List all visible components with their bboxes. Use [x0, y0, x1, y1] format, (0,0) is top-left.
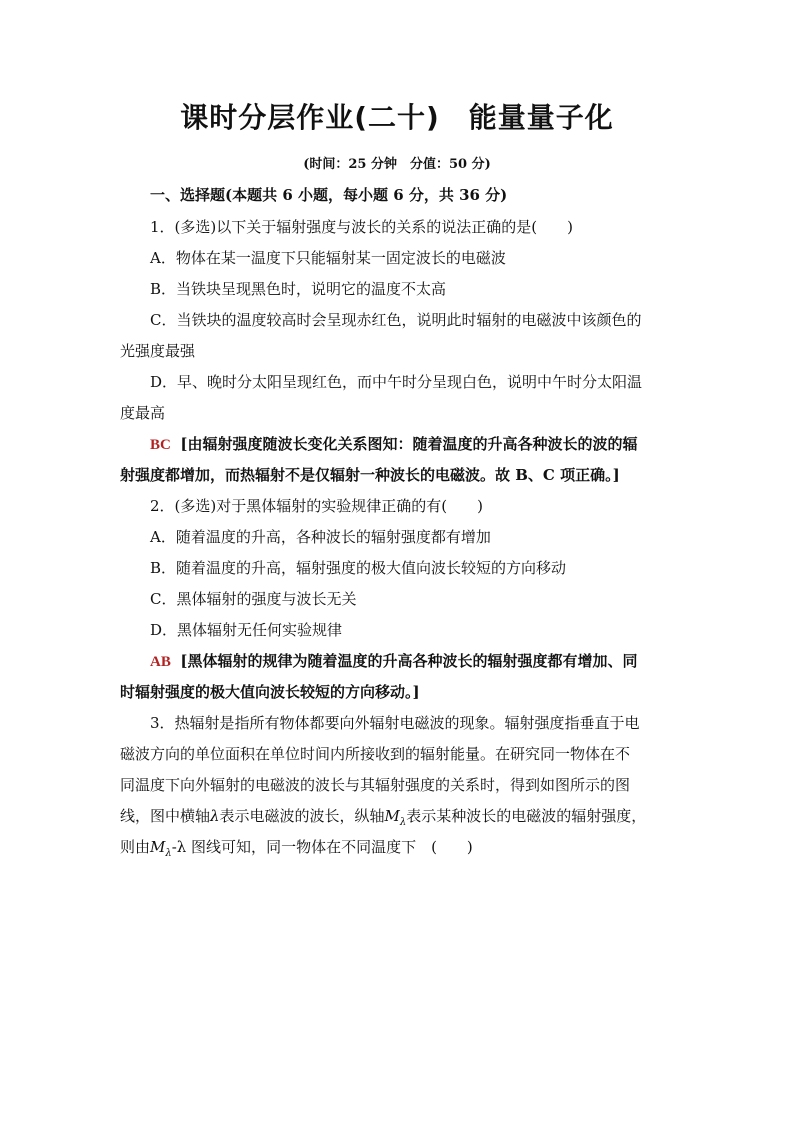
question-2-option-a: A．随着温度的升高，各种波长的辐射强度都有增加 — [150, 528, 491, 546]
question-1-option-d-line2: 度最高 — [120, 404, 166, 422]
lambda-symbol: λ — [210, 807, 220, 825]
lambda-subscript: λ — [165, 848, 172, 859]
question-1-option-a: A．物体在某一温度下只能辐射某一固定波长的电磁波 — [150, 249, 506, 267]
question-2-option-b: B．随着温度的升高，辐射强度的极大值向波长较短的方向移动 — [150, 559, 567, 577]
time-score-info: (时间：25 分钟 分值：50 分) — [303, 157, 491, 172]
question-1-stem: 1．(多选)以下关于辐射强度与波长的关系的说法正确的是( ) — [150, 218, 573, 236]
question-1-option-d-line1: D．早、晚时分太阳呈现红色，而中午时分呈现白色，说明中午时分太阳温 — [150, 373, 643, 391]
text-segment: 线，图中横轴 — [120, 807, 211, 825]
text-segment: 表示某种波长的电磁波的辐射强度， — [406, 807, 647, 825]
page-title: 课时分层作业(二十) 能量量子化 — [180, 101, 614, 134]
text-segment: -λ 图线可知，同一物体在不同温度下 ( ) — [171, 838, 473, 856]
question-2-answer: AB — [150, 654, 171, 670]
question-2-option-d: D．黑体辐射无任何实验规律 — [150, 621, 343, 639]
question-2-explanation-line1 — [150, 650, 638, 673]
question-3-line4 — [120, 805, 646, 834]
question-1-explanation-line1 — [150, 433, 638, 456]
question-2-explanation-line2: 时辐射强度的极大值向波长较短的方向移动。] — [120, 683, 420, 701]
section-heading: 一、选择题(本题共 6 小题，每小题 6 分，共 36 分) — [150, 186, 508, 204]
lambda-subscript: λ — [399, 817, 407, 828]
question-3-line2: 磁波方向的单位面积在单位时间内所接收到的辐射能量。在研究同一物体在不 — [120, 745, 631, 763]
question-1-option-b: B．当铁块呈现黑色时，说明它的温度不太高 — [150, 280, 447, 298]
question-1-answer: BC — [150, 437, 171, 453]
m-symbol: M — [384, 807, 400, 825]
question-2-stem: 2．(多选)对于黑体辐射的实验规律正确的有( ) — [150, 497, 483, 515]
question-3-line3: 同温度下向外辐射的电磁波的波长与其辐射强度的关系时，得到如图所示的图 — [120, 776, 631, 794]
question-1-explanation-line2: 射强度都增加，而热辐射不是仅辐射一种波长的电磁波。故 B、C 项正确。] — [120, 466, 620, 484]
text-segment: 表示电磁波的波长，纵轴 — [219, 807, 385, 825]
m-symbol: M — [150, 838, 166, 856]
question-1-option-c-line1: C．当铁块的温度较高时会呈现赤红色，说明此时辐射的电磁波中该颜色的 — [150, 311, 642, 329]
question-3-line5 — [120, 836, 473, 865]
question-2-explanation-text: [黑体辐射的规律为随着温度的升高各种波长的辐射强度都有增加、同 — [180, 652, 638, 670]
text-segment: 则由 — [120, 838, 151, 856]
question-3-line1: 3．热辐射是指所有物体都要向外辐射电磁波的现象。辐射强度指垂直于电 — [150, 714, 640, 732]
question-1-explanation-text: [由辐射强度随波长变化关系图知：随着温度的升高各种波长的波的辐 — [180, 435, 638, 453]
question-2-option-c: C．黑体辐射的强度与波长无关 — [150, 590, 357, 608]
question-1-option-c-line2: 光强度最强 — [120, 342, 196, 360]
